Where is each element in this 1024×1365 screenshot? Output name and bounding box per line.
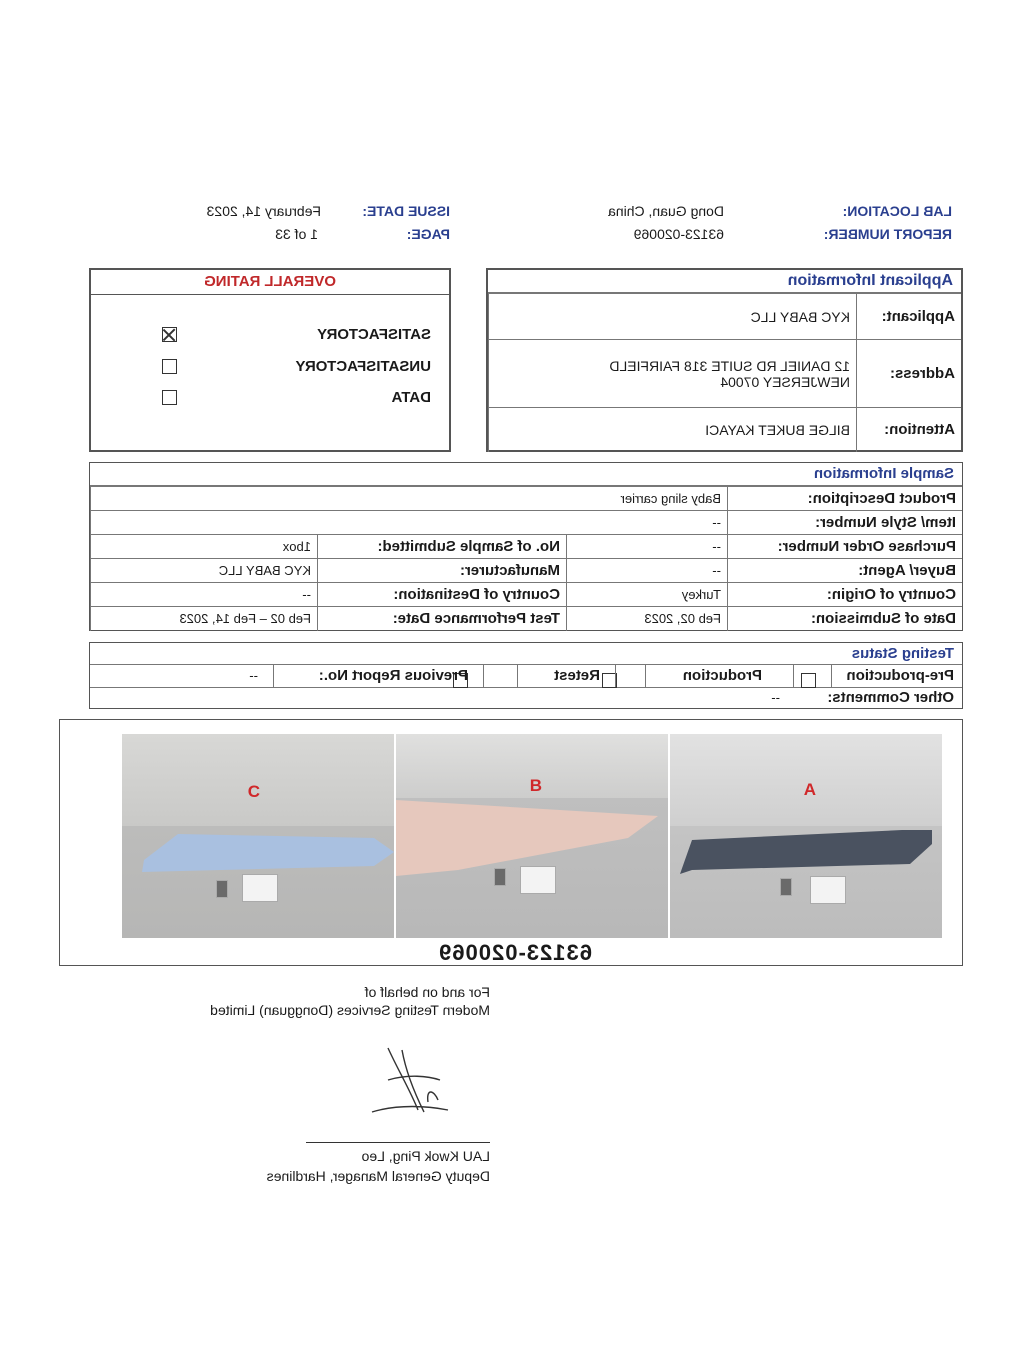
other-comments-label: Other Comments: bbox=[827, 689, 954, 706]
testing-status-row bbox=[90, 665, 962, 688]
sling-a bbox=[670, 734, 942, 938]
lab-location: Dong Guan, China bbox=[608, 203, 724, 219]
attention-label: Attention: bbox=[857, 408, 962, 452]
issue-date-label: ISSUE DATE: bbox=[362, 203, 450, 219]
divider bbox=[645, 665, 646, 687]
divider bbox=[517, 665, 518, 687]
photo-label-c: C bbox=[247, 782, 260, 801]
sample-photo-c bbox=[122, 734, 394, 938]
data-checkbox[interactable] bbox=[162, 390, 177, 405]
testing-status-box bbox=[89, 642, 963, 709]
other-comments-value: -- bbox=[771, 690, 780, 705]
page-number: 1 of 33 bbox=[275, 226, 318, 242]
rating-option-unsatisfactory bbox=[162, 358, 431, 376]
divider bbox=[273, 665, 274, 687]
submission-date-value: Feb 02, 2023 bbox=[567, 607, 728, 631]
address-value bbox=[489, 340, 857, 408]
destination-value: -- bbox=[91, 583, 318, 607]
sample-tag bbox=[242, 874, 278, 902]
unsatisfactory-label: UNSATISFACTORY bbox=[295, 358, 431, 375]
pre-production-label: Pre-production bbox=[846, 667, 954, 684]
performance-date-label: Test Performance Date: bbox=[318, 607, 567, 631]
data-label: DATA bbox=[391, 389, 431, 406]
origin-label: Country of Origin: bbox=[728, 583, 963, 607]
sample-section-title: Sample Information bbox=[90, 463, 962, 486]
overall-rating-box bbox=[89, 268, 451, 452]
destination-label: Country of Destination: bbox=[318, 583, 567, 607]
production-label: Production bbox=[682, 667, 762, 684]
performance-date-value: Feb 02 – Feb 14, 2023 bbox=[91, 607, 318, 631]
applicant-information-box bbox=[486, 268, 963, 452]
divider bbox=[793, 665, 794, 687]
lab-location-label: LAB LOCATION: bbox=[842, 203, 952, 219]
samples-submitted-label: No. of Sample Submitted: bbox=[318, 535, 567, 559]
photo-caption: 63123-020069 bbox=[438, 940, 592, 965]
sling-b bbox=[396, 734, 668, 938]
signatory-name: LAU Kwok Ping, Leo bbox=[361, 1148, 490, 1164]
style-number-label: Item/ Style Number: bbox=[728, 511, 963, 535]
page-label: PAGE: bbox=[406, 226, 450, 242]
buyer-agent-value: -- bbox=[567, 559, 728, 583]
sample-information-box bbox=[89, 462, 963, 631]
applicant-label: Applicant: bbox=[857, 294, 962, 340]
other-comments-row bbox=[90, 688, 962, 708]
pre-production-checkbox[interactable] bbox=[801, 673, 816, 688]
address-label: Address: bbox=[857, 340, 962, 408]
photo-label-a: A bbox=[803, 780, 816, 799]
company-name: Modern Testing Services (Dongguan) Limited bbox=[210, 1002, 490, 1018]
product-description-label: Product Description: bbox=[728, 487, 963, 511]
photo-label-b: B bbox=[529, 776, 542, 795]
applicant-table bbox=[488, 293, 961, 452]
signature-image bbox=[368, 1040, 458, 1120]
report-number-label: REPORT NUMBER: bbox=[823, 226, 952, 242]
style-number-value: -- bbox=[91, 511, 728, 535]
rating-option-data bbox=[162, 389, 431, 407]
attention-value: BILGE BUKET KAYACI bbox=[489, 408, 857, 452]
sample-tag bbox=[216, 880, 228, 898]
applicant-value: KYC BABY LLC bbox=[489, 294, 857, 340]
sling-c bbox=[122, 734, 394, 938]
unsatisfactory-checkbox[interactable] bbox=[162, 359, 177, 374]
signature-line bbox=[306, 1142, 490, 1143]
sample-tag bbox=[494, 868, 506, 886]
buyer-agent-label: Buyer/ Agent: bbox=[728, 559, 963, 583]
divider bbox=[615, 665, 616, 687]
rating-option-satisfactory bbox=[162, 326, 431, 344]
po-number-label: Purchase Order Number: bbox=[728, 535, 963, 559]
signatory-title: Deputy General Manager, Hardlines bbox=[266, 1168, 490, 1184]
po-number-value: -- bbox=[567, 535, 728, 559]
sample-photo-b bbox=[396, 734, 668, 938]
manufacturer-label: Manufacturer: bbox=[318, 559, 567, 583]
overall-rating-title: OVERALL RATING bbox=[91, 270, 449, 295]
submission-date-label: Date of Submission: bbox=[728, 607, 963, 631]
previous-report-value: -- bbox=[249, 668, 258, 683]
report-number: 63123-020069 bbox=[633, 226, 724, 242]
samples-submitted-value: 1box bbox=[91, 535, 318, 559]
sample-tag bbox=[780, 878, 792, 896]
divider bbox=[831, 665, 832, 687]
sample-tag bbox=[810, 876, 846, 904]
sample-photo-a bbox=[670, 734, 942, 938]
applicant-section-title: Applicant Information bbox=[488, 270, 961, 293]
address-line2: NEWJERSEY 07004 bbox=[720, 373, 850, 390]
product-description-value: Baby sling carrier bbox=[91, 487, 728, 511]
issue-date: February 14, 2023 bbox=[206, 203, 321, 219]
testing-section-title: Testing Status bbox=[90, 643, 962, 665]
sample-table bbox=[90, 486, 962, 631]
origin-value: Turkey bbox=[567, 583, 728, 607]
address-line1: 12 DANIEL RD SUITE 318 FAIRFIELD bbox=[609, 357, 850, 374]
satisfactory-label: SATISFACTORY bbox=[317, 326, 431, 343]
sample-tag bbox=[520, 866, 556, 894]
manufacturer-value: KYC BABY LLC bbox=[91, 559, 318, 583]
divider bbox=[483, 665, 484, 687]
on-behalf-text: For and on behalf of bbox=[364, 984, 490, 1000]
retest-label: Retest bbox=[554, 667, 600, 684]
satisfactory-checkbox[interactable] bbox=[162, 327, 177, 342]
previous-report-label: Previous Report No.: bbox=[318, 667, 468, 684]
